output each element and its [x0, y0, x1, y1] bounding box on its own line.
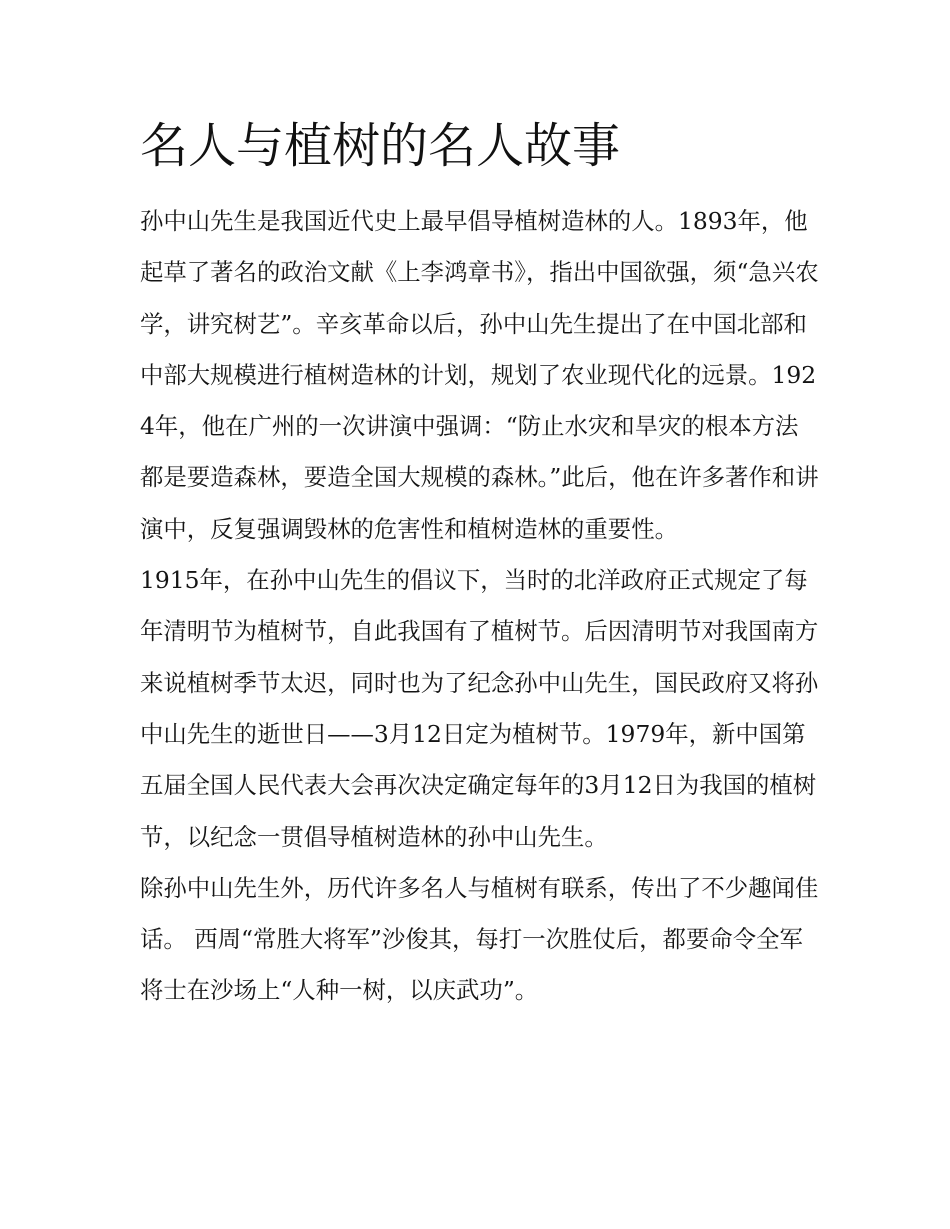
- paragraph-historical-figures: 除孙中山先生外，历代许多名人与植树有联系，传出了不少趣闻佳话。 西周“常胜大将军”沙俊其，每打一次胜仗后，都要命令全军将士在沙场上“人种一树，以庆武功”。: [140, 873, 819, 1005]
- paragraph-sun-yat-sen-forestry: 孙中山先生是我国近代史上最早倡导植树造林的人。1893年，他起草了著名的政治文献《上李鸿章书》，指出中国欲强，须“急兴农学，讲究树艺”。辛亥革命以后，孙中山先生提出了在中国北部和中部大规模进行植树造林的计划，规划了农业现代化的远景。1924年，他在广州的一次讲演中强调：“防止水灾和旱灾的根本方法都是要造森林，要造全国大规模的森林。”此后，他在许多著作和讲演中，反复强调毁林的危害性和植树造林的重要性。: [140, 207, 819, 543]
- document-body: [140, 196, 820, 1017]
- page-title: 名人与植树的名人故事: [140, 118, 621, 174]
- paragraph-arbor-day-history: 1915年，在孙中山先生的倡议下，当时的北洋政府正式规定了每年清明节为植树节，自此我国有了植树节。后因清明节对我国南方来说植树季节太迟，同时也为了纪念孙中山先生，国民政府又将孙中山先生的逝世日——3月12日定为植树节。1979年，新中国第五届全国人民代表大会再次决定确定每年的3月12日为我国的植树节，以纪念一贯倡导植树造林的孙中山先生。: [140, 566, 819, 851]
